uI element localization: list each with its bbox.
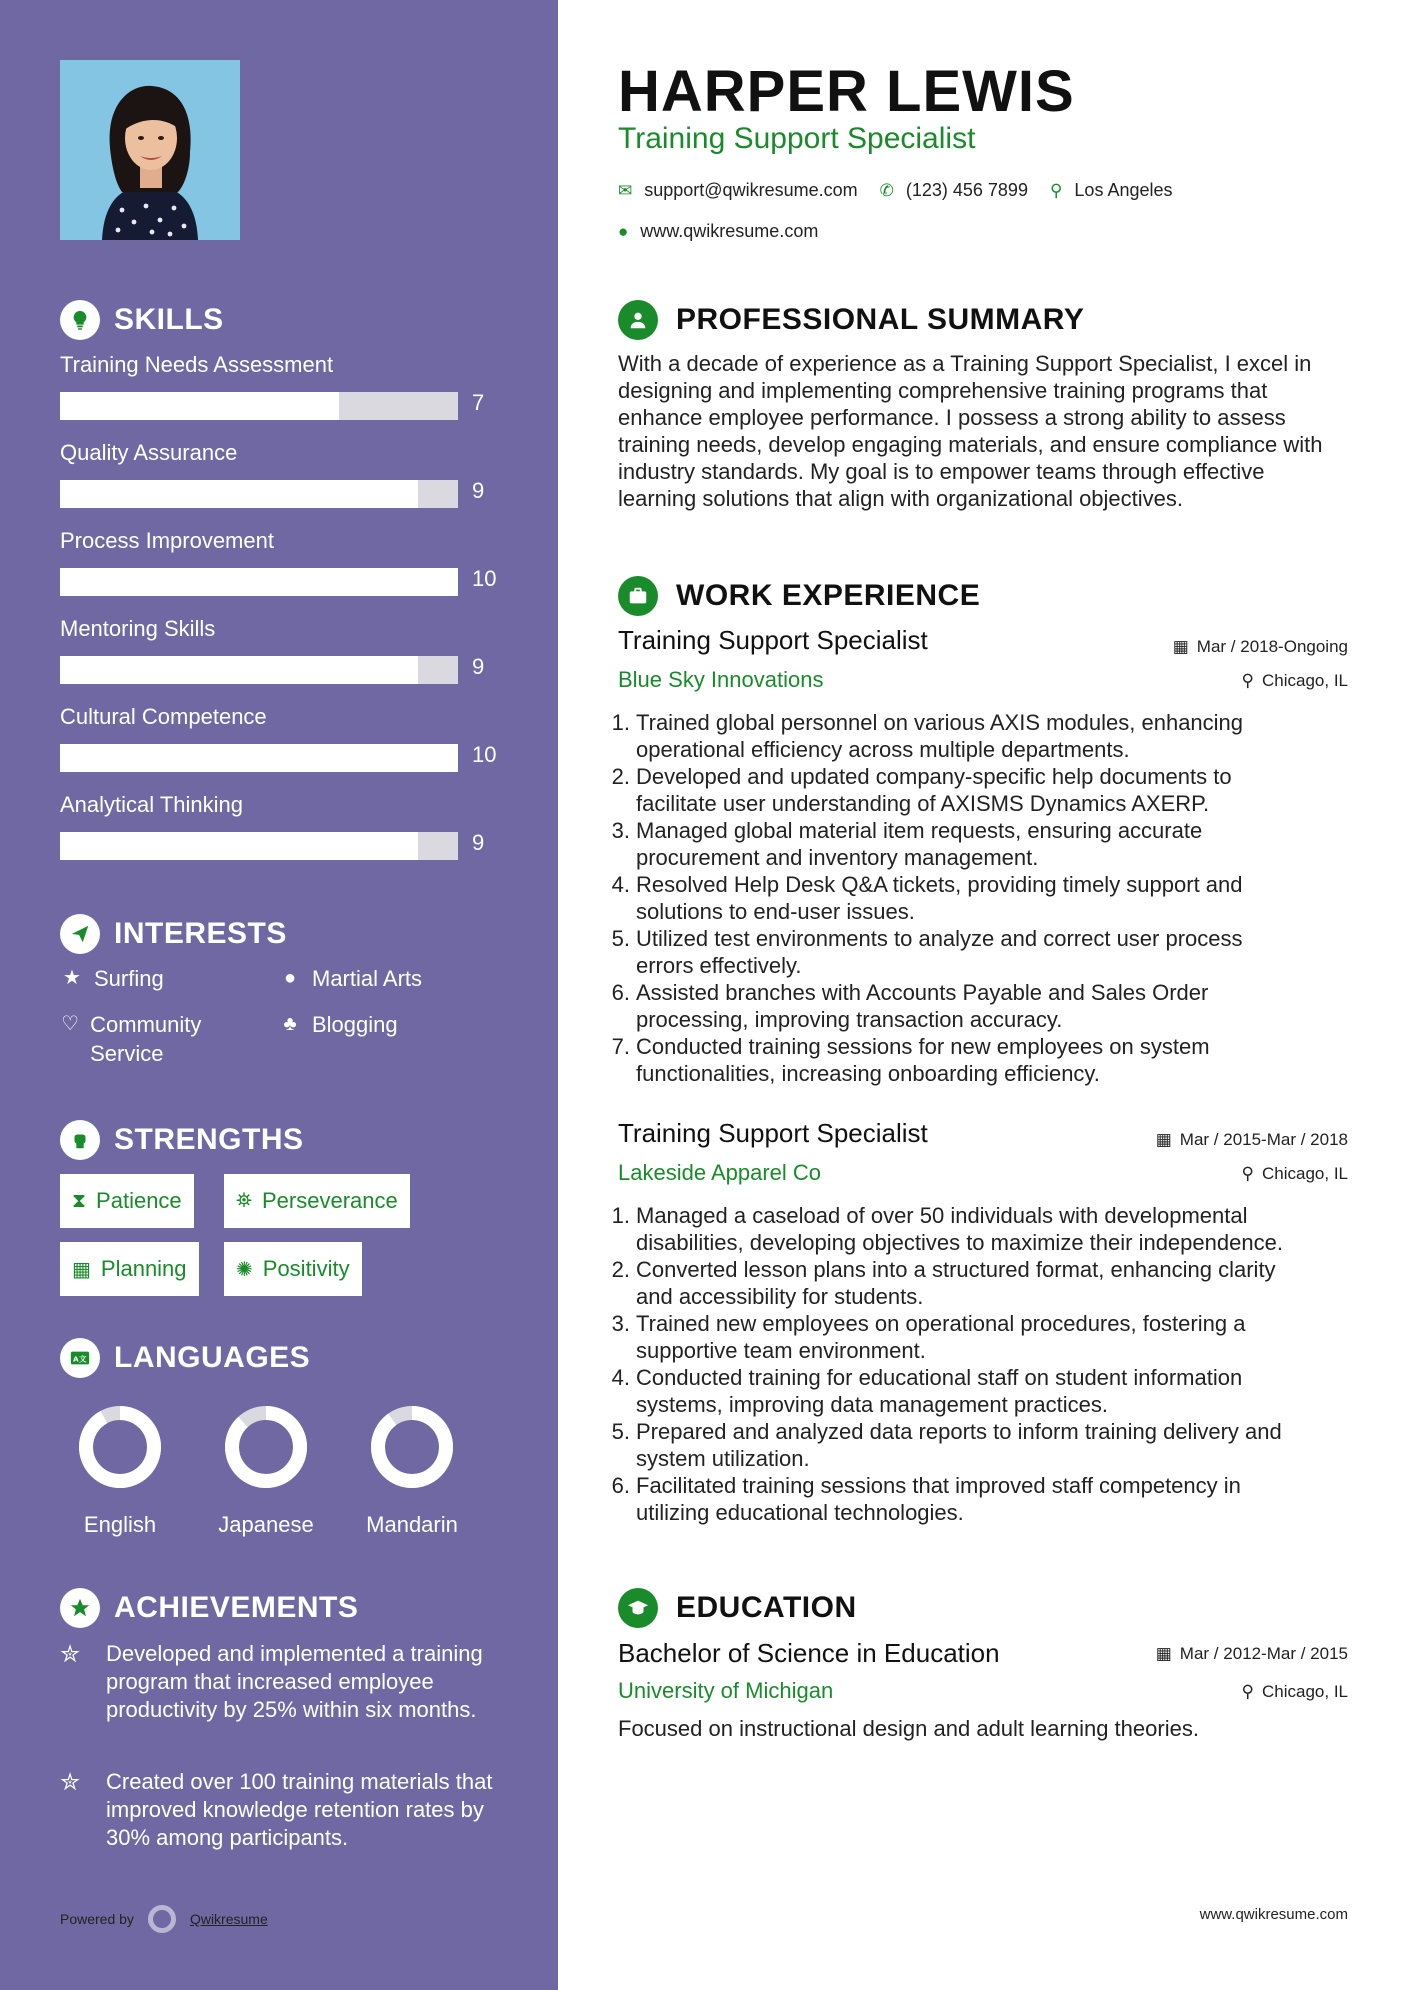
- job-company: Lakeside Apparel Co: [618, 1160, 822, 1185]
- skill-item: [60, 704, 500, 792]
- duty-line: Prepared and analyzed data reports to inform training delivery and: [636, 1419, 1282, 1444]
- language-item: [206, 1402, 326, 1538]
- interest-item: [278, 964, 422, 993]
- language-label: Mandarin: [366, 1512, 458, 1537]
- duty-line: solutions to end-user issues.: [636, 899, 915, 924]
- duty-line: Developed and updated company-specific help documents to: [636, 764, 1232, 789]
- duty-line: facilitate user understanding of AXISMS Dynamics AXERP.: [636, 791, 1210, 816]
- globe-icon: ●: [283, 967, 297, 989]
- job-date: [1173, 637, 1348, 657]
- interest-label: Community Service: [90, 1012, 202, 1066]
- interests-heading: [60, 914, 287, 954]
- skill-bar-fill: [60, 480, 418, 508]
- duty-line: Facilitated training sessions that improved staff competency in: [636, 1473, 1241, 1498]
- duty-item: [608, 1033, 1348, 1087]
- website-row: [618, 221, 818, 242]
- interest-item: [60, 964, 164, 993]
- skill-value: 9: [472, 654, 485, 679]
- skill-value: 9: [472, 830, 485, 855]
- location-text: Los Angeles: [1074, 180, 1173, 200]
- experience-title: WORK EXPERIENCE: [676, 579, 981, 612]
- duty-item: [608, 817, 1348, 871]
- interest-item: [60, 1010, 250, 1068]
- experience-heading: [618, 576, 980, 616]
- strengths-heading: [60, 1120, 304, 1160]
- duty-item: [608, 979, 1348, 1033]
- website-text[interactable]: www.qwikresume.com: [640, 221, 819, 241]
- strength-chip: [60, 1242, 199, 1296]
- phone-icon: ✆: [879, 180, 894, 200]
- skill-value: 10: [472, 742, 497, 767]
- skill-bar: [60, 744, 458, 772]
- language-ring-fill: [378, 1413, 446, 1481]
- candidate-name: HARPER LEWIS: [618, 59, 1075, 124]
- duty-item: [608, 709, 1348, 763]
- achievement-text: Created over 100 training materials that improved knowledge retention rates by 30% among participants.: [106, 1769, 493, 1850]
- duty-item: [608, 763, 1348, 817]
- job-location: [1242, 671, 1348, 691]
- education-date-text: Mar / 2012-Mar / 2015: [1179, 1644, 1348, 1663]
- duty-item: [608, 1310, 1348, 1364]
- duty-number: 7.: [611, 1034, 630, 1059]
- education-description: Focused on instructional design and adult learning theories.: [618, 1716, 1199, 1741]
- svg-text:A文: A文: [73, 1354, 87, 1364]
- language-ring-fill: [86, 1413, 154, 1481]
- candidate-role: Training Support Specialist: [618, 122, 976, 155]
- job-entry: [611, 1118, 1348, 1538]
- fist-icon: [60, 1120, 100, 1160]
- footer-website[interactable]: www.qwikresume.com: [1199, 1906, 1348, 1923]
- language-label: English: [83, 1512, 157, 1537]
- medal-star-icon: ✮: [60, 1641, 81, 1668]
- skill-item: [60, 352, 500, 440]
- duty-item: [608, 871, 1348, 925]
- language-ring-fill: [232, 1413, 300, 1481]
- duty-line: supportive team environment.: [636, 1338, 926, 1363]
- binoculars-icon: ⛯: [236, 1189, 252, 1212]
- profile-photo: [60, 60, 240, 240]
- job-date-text: Mar / 2018-Ongoing: [1196, 637, 1348, 656]
- interest-label: Surfing: [94, 966, 164, 991]
- strength-chip: [224, 1174, 410, 1228]
- duty-line: systems, improving data management practices.: [636, 1392, 1108, 1417]
- strength-label: Patience: [96, 1188, 182, 1213]
- summary-text: With a decade of experience as a Training Support Specialist, I excel in designing and implementing comprehensive training programs that enhance employee performance. I possess a strong ability to assess training needs, develop engaging materials, and ensure compliance with industry standards. My goal is to empower teams through effective learning solutions that align with organizational objectives.: [618, 351, 1323, 511]
- portrait-image: [60, 60, 240, 240]
- brand-link[interactable]: Qwikresume: [189, 1911, 268, 1927]
- powered-by: [60, 1905, 268, 1933]
- job-date: [1156, 1130, 1348, 1150]
- achievements-heading: [60, 1588, 358, 1628]
- skill-bar: [60, 568, 458, 596]
- duty-item: [608, 1256, 1348, 1310]
- education-heading: [618, 1588, 857, 1628]
- skill-item: [60, 792, 500, 880]
- hourglass-icon: ⧗: [72, 1189, 87, 1212]
- duty-line: processing, improving transaction accuracy.: [636, 1007, 1063, 1032]
- skill-bar-fill: [60, 744, 458, 772]
- users-icon: ♣: [283, 1013, 297, 1035]
- skill-bar-fill: [60, 392, 339, 420]
- strength-label: Positivity: [262, 1256, 350, 1281]
- duty-number: 6.: [611, 1473, 630, 1498]
- duty-number: 4.: [611, 872, 630, 897]
- duty-number: 3.: [611, 818, 630, 843]
- achievements-title: ACHIEVEMENTS: [114, 1591, 359, 1624]
- duty-line: Trained new employees on operational procedures, fostering a: [636, 1311, 1246, 1336]
- job-company: Blue Sky Innovations: [618, 667, 824, 692]
- duty-line: and accessibility for students.: [636, 1284, 924, 1309]
- duty-line: Converted lesson plans into a structured format, enhancing clarity: [636, 1257, 1276, 1282]
- medal-star-icon: ✮: [60, 1769, 81, 1796]
- achievement-item: [60, 1768, 500, 1852]
- summary-heading: [618, 300, 1084, 340]
- education-date: [1156, 1644, 1348, 1664]
- duty-line: system utilization.: [636, 1446, 810, 1471]
- calendar-icon: ▦: [1155, 1130, 1172, 1149]
- star-icon: ★: [63, 967, 81, 989]
- duty-number: 5.: [611, 1419, 630, 1444]
- skill-label: Quality Assurance: [60, 440, 238, 465]
- hand-icon: ♡: [61, 1013, 80, 1035]
- envelope-icon: ✉: [618, 180, 633, 200]
- interest-label: Martial Arts: [312, 966, 423, 991]
- duty-line: functionalities, increasing onboarding efficiency.: [636, 1061, 1100, 1086]
- skill-label: Process Improvement: [60, 528, 274, 553]
- duty-line: Conducted training sessions for new employees on system: [636, 1034, 1210, 1059]
- duty-item: [608, 1364, 1348, 1418]
- language-item: [352, 1402, 472, 1538]
- duty-line: Resolved Help Desk Q&A tickets, providing timely support and: [636, 872, 1243, 897]
- skill-bar: [60, 656, 458, 684]
- calendar-icon: ▦: [72, 1258, 91, 1281]
- duty-item: [608, 925, 1348, 979]
- globe-icon: ●: [618, 221, 629, 241]
- degree-title: Bachelor of Science in Education: [618, 1638, 1000, 1668]
- email-text[interactable]: support@qwikresume.com: [644, 180, 858, 200]
- achievement-text: Developed and implemented a training program that increased employee productivity by 25% within six months.: [106, 1641, 483, 1722]
- language-item: [60, 1402, 180, 1538]
- duty-line: Utilized test environments to analyze and correct user process: [636, 926, 1243, 951]
- duty-line: operational efficiency across multiple departments.: [636, 737, 1130, 762]
- duty-line: errors effectively.: [636, 953, 802, 978]
- strength-chip: [224, 1242, 362, 1296]
- duty-line: Managed global material item requests, ensuring accurate: [636, 818, 1203, 843]
- calendar-icon: ▦: [1172, 637, 1189, 656]
- job-duties: [608, 1202, 1348, 1526]
- contact-row: [618, 180, 1173, 201]
- job-title: Training Support Specialist: [618, 1118, 928, 1148]
- education-entry: [618, 1638, 1348, 1758]
- duty-line: utilizing educational technologies.: [636, 1500, 964, 1525]
- language-ring: [367, 1402, 457, 1492]
- skill-bar: [60, 480, 458, 508]
- duty-item: [608, 1202, 1348, 1256]
- sun-icon: ✺: [236, 1258, 253, 1281]
- skill-label: Training Needs Assessment: [60, 352, 334, 377]
- skill-value: 10: [472, 566, 497, 591]
- duty-line: Managed a caseload of over 50 individuals with developmental: [636, 1203, 1248, 1228]
- job-location-text: Chicago, IL: [1262, 671, 1348, 690]
- duty-line: procurement and inventory management.: [636, 845, 1039, 870]
- graduation-cap-icon: [618, 1588, 658, 1628]
- duty-number: 6.: [611, 980, 630, 1005]
- language-ring: [75, 1402, 165, 1492]
- skill-value: 7: [472, 390, 485, 415]
- pushpin-icon: ⚲: [1241, 1682, 1254, 1701]
- language-ring: [221, 1402, 311, 1492]
- user-icon: [618, 300, 658, 340]
- education-title: EDUCATION: [676, 1591, 857, 1624]
- map-marker-icon: ⚲: [1049, 180, 1063, 200]
- duty-line: Conducted training for educational staff on student information: [636, 1365, 1243, 1390]
- strength-label: Perseverance: [262, 1188, 398, 1213]
- language-label: Japanese: [218, 1512, 314, 1537]
- skills-heading: [60, 300, 224, 340]
- duty-number: 1.: [611, 1203, 630, 1228]
- job-title: Training Support Specialist: [618, 625, 928, 655]
- phone-text[interactable]: (123) 456 7899: [905, 180, 1028, 200]
- skill-bar-fill: [60, 656, 418, 684]
- duty-number: 5.: [611, 926, 630, 951]
- language-icon: [60, 1338, 100, 1378]
- skills-title: SKILLS: [114, 303, 224, 336]
- interest-label: Blogging: [312, 1012, 398, 1037]
- duty-number: 2.: [611, 1257, 630, 1282]
- duty-line: Assisted branches with Accounts Payable and Sales Order: [636, 980, 1209, 1005]
- duty-number: 2.: [611, 764, 630, 789]
- summary-title: PROFESSIONAL SUMMARY: [676, 303, 1085, 336]
- star-badge-icon: [60, 1588, 100, 1628]
- strengths-title: STRENGTHS: [114, 1123, 304, 1156]
- pushpin-icon: ⚲: [1241, 671, 1254, 690]
- skill-bar-fill: [60, 832, 418, 860]
- skill-label: Cultural Competence: [60, 704, 267, 729]
- duty-item: [608, 1472, 1348, 1526]
- sidebar: [0, 0, 558, 1990]
- lightbulb-icon: [60, 300, 100, 340]
- strength-chip: [60, 1174, 194, 1228]
- interest-item: [278, 1010, 398, 1039]
- duty-number: 4.: [611, 1365, 630, 1390]
- education-location: [1242, 1682, 1348, 1702]
- briefcase-icon: [618, 576, 658, 616]
- languages-heading: [60, 1338, 310, 1378]
- job-location-text: Chicago, IL: [1262, 1164, 1348, 1183]
- calendar-icon: ▦: [1155, 1644, 1172, 1663]
- job-location: [1242, 1164, 1348, 1184]
- skill-label: Mentoring Skills: [60, 616, 216, 641]
- skill-value: 9: [472, 478, 485, 503]
- qwikresume-logo-icon: [148, 1905, 176, 1933]
- skill-item: [60, 616, 500, 704]
- job-entry: [611, 625, 1348, 1095]
- duty-item: [608, 1418, 1348, 1472]
- skill-item: [60, 440, 500, 528]
- skill-bar: [60, 392, 458, 420]
- job-date-text: Mar / 2015-Mar / 2018: [1179, 1130, 1348, 1149]
- paper-plane-icon: [60, 914, 100, 954]
- pushpin-icon: ⚲: [1241, 1164, 1254, 1183]
- duty-line: Trained global personnel on various AXIS modules, enhancing: [636, 710, 1244, 735]
- job-duties: [608, 709, 1348, 1087]
- school-name: University of Michigan: [618, 1678, 834, 1703]
- education-location-text: Chicago, IL: [1262, 1682, 1348, 1701]
- skill-item: [60, 528, 500, 616]
- languages-title: LANGUAGES: [114, 1341, 311, 1374]
- achievement-item: [60, 1640, 500, 1724]
- interests-title: INTERESTS: [114, 917, 287, 950]
- skill-bar-fill: [60, 568, 458, 596]
- duty-number: 1.: [611, 710, 630, 735]
- skills-list: [60, 352, 500, 880]
- powered-by-label: Powered by: [60, 1911, 134, 1927]
- skill-bar: [60, 832, 458, 860]
- skill-label: Analytical Thinking: [60, 792, 244, 817]
- duty-line: disabilities, developing objectives to maximize their independence.: [636, 1230, 1283, 1255]
- strength-label: Planning: [100, 1256, 187, 1281]
- duty-number: 3.: [611, 1311, 630, 1336]
